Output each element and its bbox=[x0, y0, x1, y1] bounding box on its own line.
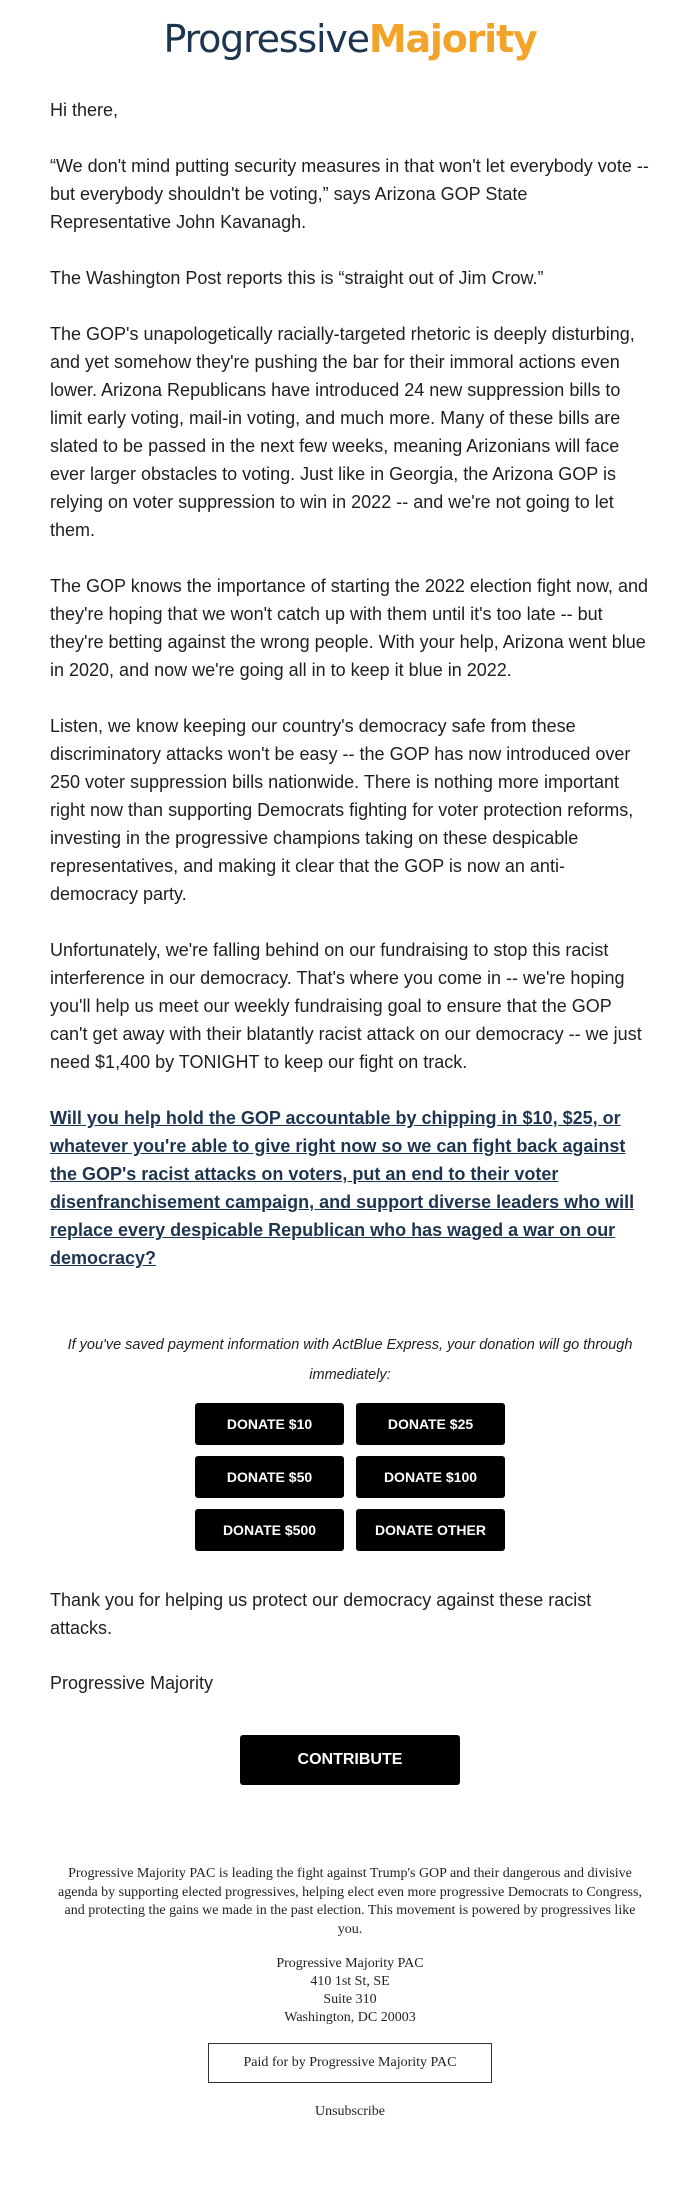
donate-100-button[interactable]: DONATE $100 bbox=[356, 1456, 505, 1498]
paragraph-2022-fight: The GOP knows the importance of starting the 2022 election fight now, and they're hoping that we won't catch up with them until it's too late -- but they're betting against the wrong people. With your help, Arizona went blue in 2020, and now we're going all in to keep it blue in 2022. bbox=[50, 576, 649, 680]
paid-for-disclaimer: Paid for by Progressive Majority PAC bbox=[208, 2043, 492, 2083]
email-body bbox=[50, 96, 650, 1272]
donate-500-button[interactable]: DONATE $500 bbox=[195, 1509, 344, 1551]
address-line-suite: Suite 310 bbox=[323, 1992, 377, 2007]
footer-description: Progressive Majority PAC is leading the fight against Trump's GOP and their dangerous and divisive agenda by supporting elected progressives, helping elect even more progressive Democrats to Congress, and protecting the gains we made in the past election. This movement is powered by progressives like you. bbox=[58, 1866, 642, 1937]
actblue-note: If you've saved payment information with ActBlue Express, your donation will go through immediately: bbox=[67, 1337, 633, 1383]
unsubscribe-link[interactable]: Unsubscribe bbox=[315, 2104, 385, 2119]
paragraph-democracy: Listen, we know keeping our country's democracy safe from these discriminatory attacks won't be easy -- the GOP has now introduced over 250 voter suppression bills nationwide. There is nothing more important right now than supporting Democrats fighting for voter protection reforms, investing in the progressive champions taking on these despicable representatives, and making it clear that the GOP is now an anti-democracy party. bbox=[50, 716, 634, 904]
contribute-button[interactable]: CONTRIBUTE bbox=[240, 1735, 460, 1785]
address-line-org: Progressive Majority PAC bbox=[276, 1956, 424, 1971]
paragraph-washington-post: The Washington Post reports this is “straight out of Jim Crow.” bbox=[50, 268, 544, 288]
donate-50-button[interactable]: DONATE $50 bbox=[195, 1456, 344, 1498]
paragraph-gop-rhetoric: The GOP's unapologetically racially-targeted rhetoric is deeply disturbing, and yet somehow they're pushing the bar for their immoral actions even lower. Arizona Republicans have introduced 24 new suppression bills to limit early voting, mail-in voting, and much more. Many of these bills are slated to be passed in the next few weeks, meaning Arizonians will face ever larger obstacles to voting. Just like in Georgia, the Arizona GOP is relying on voter suppression to win in 2022 -- and we're not going to let them. bbox=[50, 324, 635, 540]
logo-majority-text: Majority bbox=[368, 17, 537, 61]
greeting: Hi there, bbox=[50, 100, 119, 120]
donate-10-button[interactable]: DONATE $10 bbox=[195, 1403, 344, 1445]
donate-other-button[interactable]: DONATE OTHER bbox=[356, 1509, 505, 1551]
thank-you-text: Thank you for helping us protect our democracy against these racist attacks. bbox=[50, 1590, 592, 1638]
donate-25-button[interactable]: DONATE $25 bbox=[356, 1403, 505, 1445]
signature: Progressive Majority bbox=[50, 1673, 214, 1693]
paragraph-quote: “We don't mind putting security measures in that won't let everybody vote -- but everybody shouldn't be voting,” says Arizona GOP State Representative John Kavanagh. bbox=[50, 156, 649, 232]
address-line-city: Washington, DC 20003 bbox=[284, 2010, 416, 2025]
donation-cta-link[interactable]: Will you help hold the GOP accountable by chipping in $10, $25, or whatever you're able to give right now so we can fight back against the GOP's racist attacks on voters, put an end to their voter disenfranchisement campaign, and support diverse leaders who will replace every despicable Republican who has waged a war on our democracy? bbox=[50, 1108, 635, 1268]
logo-progressive-text: Progressive bbox=[163, 17, 369, 61]
progressive-majority-logo bbox=[0, 14, 700, 64]
address-line-street: 410 1st St, SE bbox=[310, 1974, 390, 1989]
paragraph-fundraising: Unfortunately, we're falling behind on our fundraising to stop this racist interference in our democracy. That's where you come in -- we're hoping you'll help us meet our weekly fundraising goal to ensure that the GOP can't get away with their blatantly racist attack on our democracy -- we just need $1,400 by TONIGHT to keep our fight on track. bbox=[50, 940, 642, 1072]
mailing-address bbox=[0, 1955, 700, 2027]
